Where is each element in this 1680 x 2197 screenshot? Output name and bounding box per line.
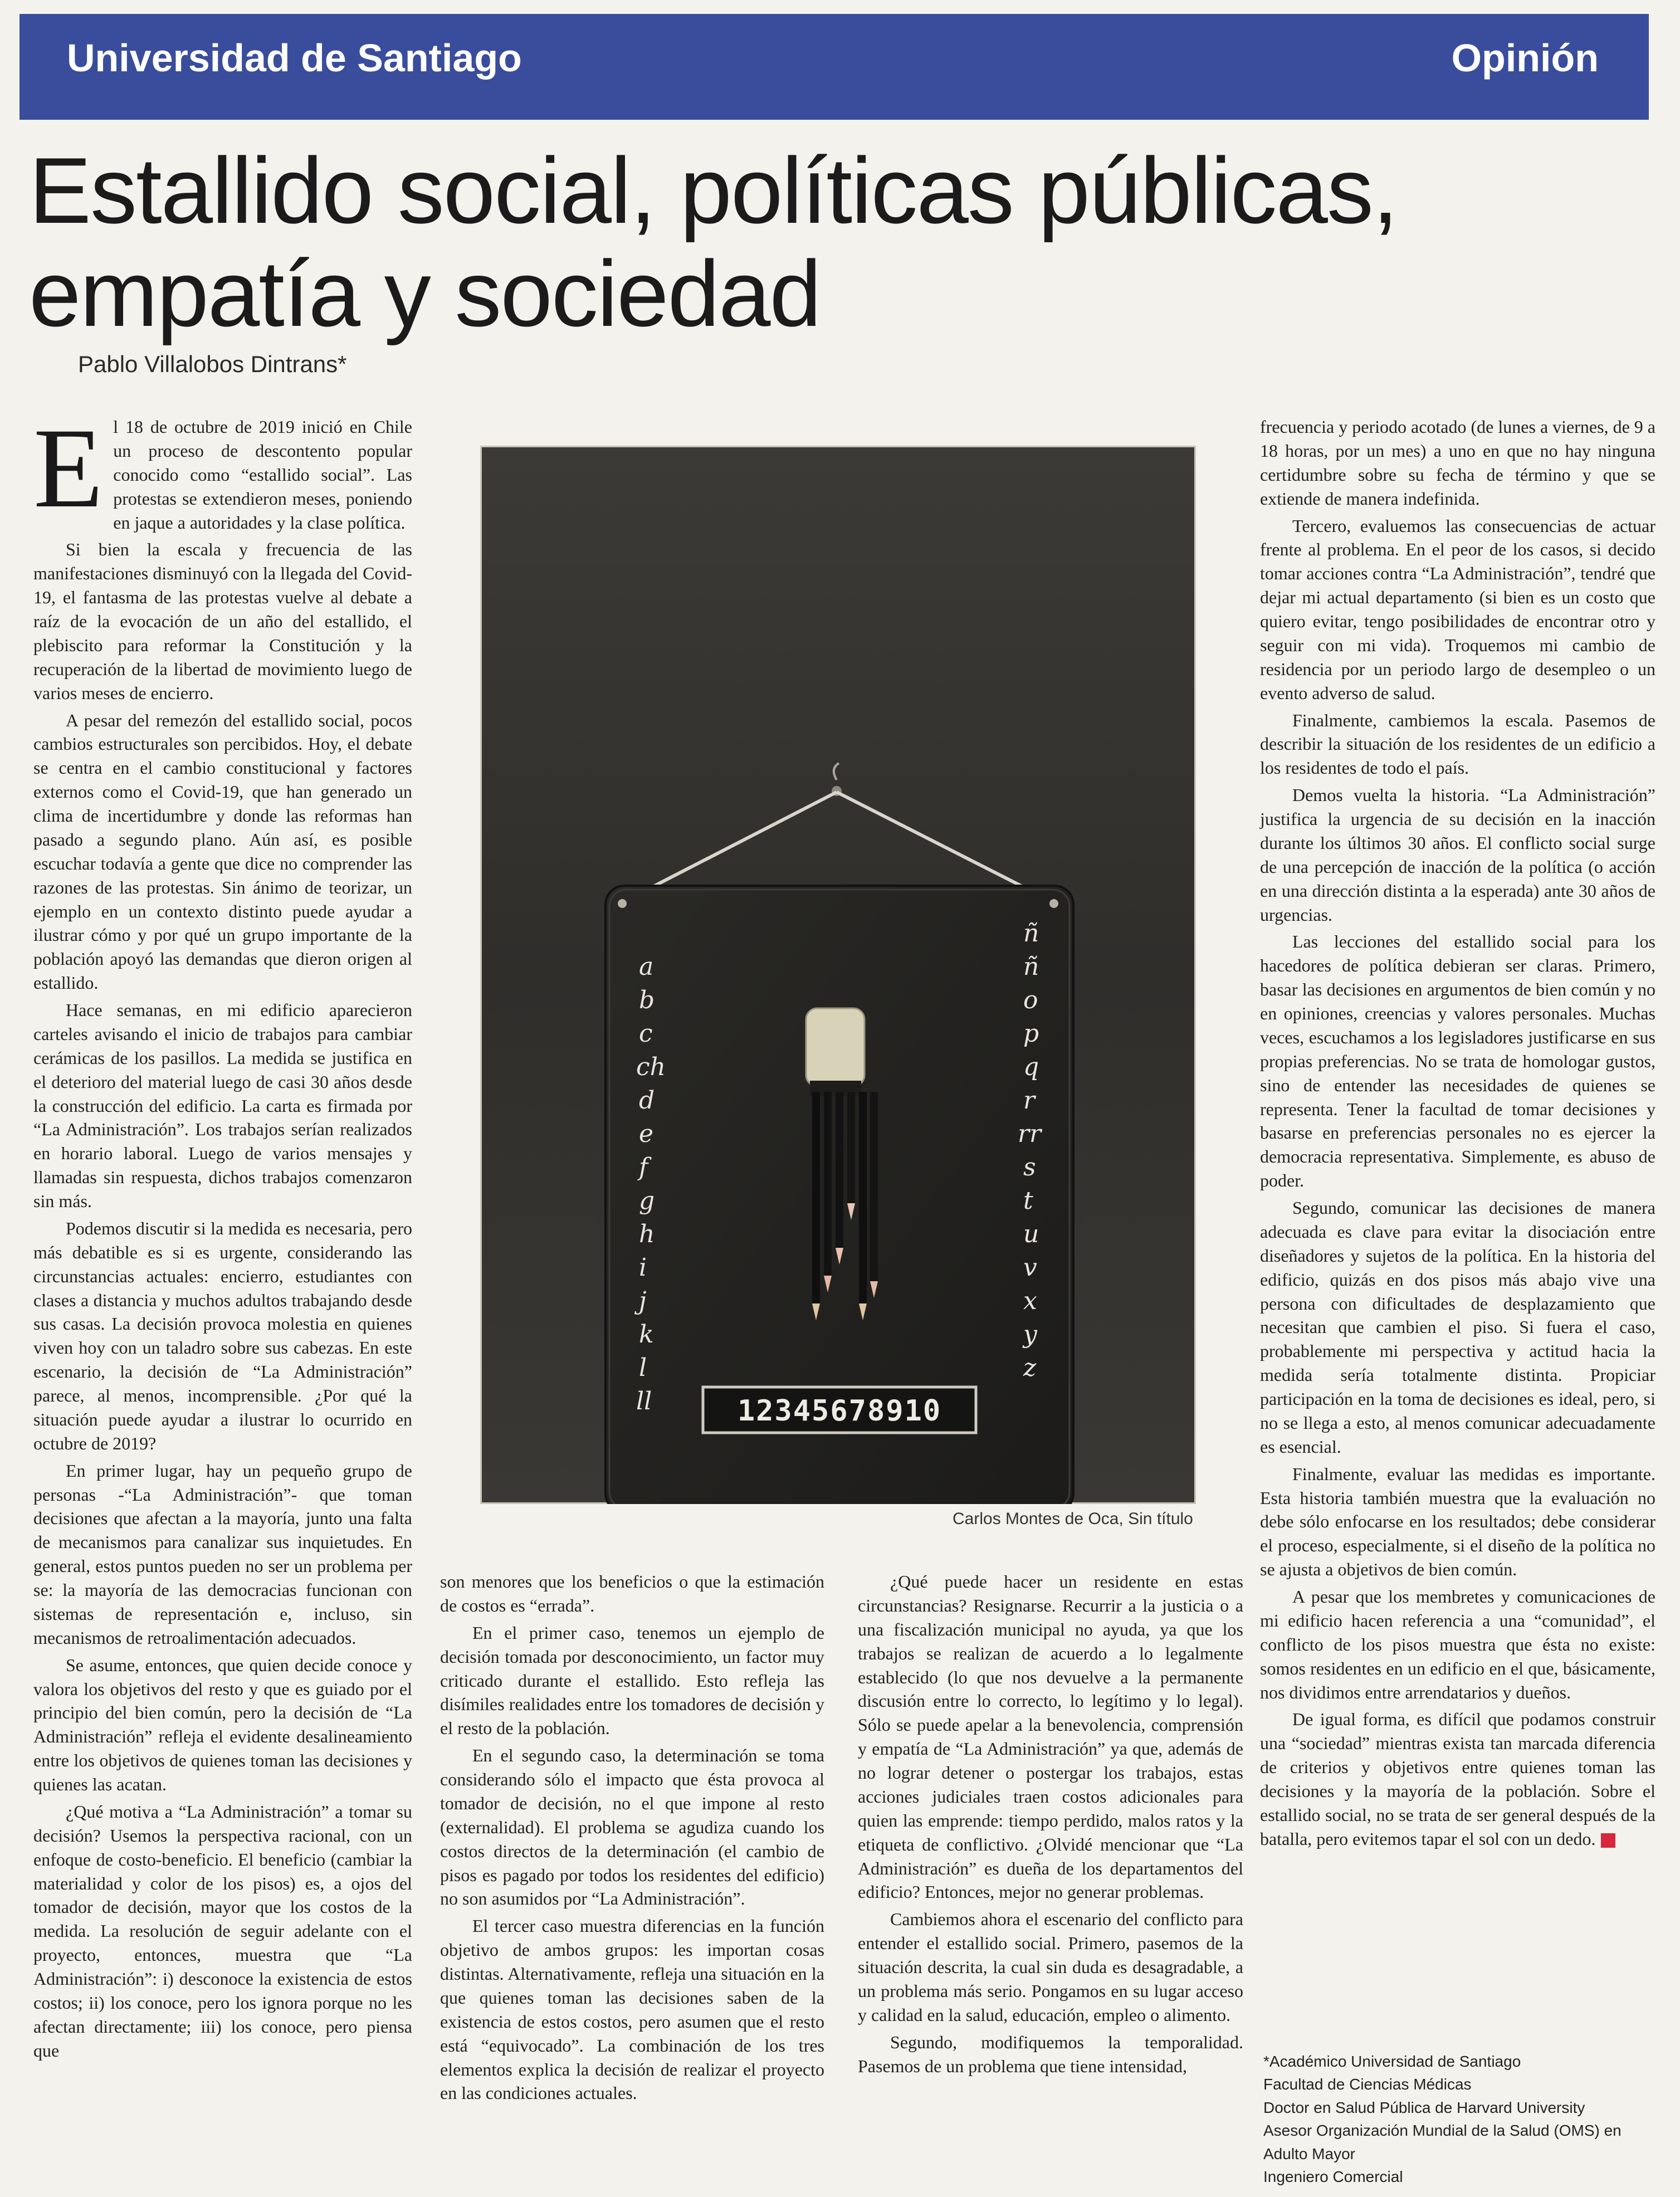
paragraph: A pesar que los membretes y comunicaciones de mi edificio hacen referencia a una “comunidad”, el conflicto de los pisos muestra que ésta no existe: somos residentes en un edificio en el que, básicamente, nos dividimos entre arrendatarios y dueños. [1260,1586,1655,1702]
chalk-letter: d [639,1086,655,1115]
paragraph: Finalmente, evaluar las medidas es importante. Esta historia también muestra que la evaluación no debe sólo enfocarse en los resultados; debe considerar el proceso, especialmente, si el diseño de la política no se ajusta a objetivos de bien común. [1260,1463,1655,1580]
paragraph: A pesar del remezón del estallido social, pocos cambios estructurales son percibidos. Hoy, el debate se centra en el cambio constitucional y factores externos como el Covid-19, que han generado un clima de incertidumbre y donde las reformas han pasado a segundo plano. Aún así, es posible escuchar todavía a gente que dice no comprender las razones de las protestas. Sin ánimo de teorizar, un ejemplo en un contexto distinto puede ayudar a ilustrar cómo y por qué un grupo importante de la población apoyó las demandas que dieron origen al estallido. [33,710,412,993]
paragraph: ¿Qué motiva a “La Administración” a tomar su decisión? Usemos la perspectiva racional, con un enfoque de costo-beneficio. El beneficio (cambiar la materialidad y color de los pisos) es, a ojos del tomador de decisión, mayor que los costos de la medida. La resolución de seguir adelante con el proyecto, entonces, muestra que “La Administración”: i) desconoce la existencia de estos costos; ii) los conoce, pero los ignora porque no les afectan directamente; iii) los conoce, pero piensa que [33,1801,412,2061]
chalkboard-artwork [480,446,1196,1504]
paragraph: Tercero, evaluemos las consecuencias de actuar frente al problema. En el peor de los casos, si decido tomar acciones contra “La Administración”, tendré que dejar mi actual departamento (si bien es un costo que quiero evitar, tengo posibilidades de encontrar otro y seguir con mi vida). Troquemos mi cambio de residencia por un periodo largo de desempleo o un evento adverso de salud. [1260,515,1655,703]
chalk-letter: l [639,1354,647,1382]
chalk-letter: x [1023,1287,1037,1315]
chalk-letter: s [1023,1153,1036,1182]
paragraph: En el segundo caso, la determinación se toma considerando sólo el impacto que ésta provoca al tomador de decisión, no el que impone al resto (externalidad). El problema se agudiza cuando los costos directos de la determinación (el cambio de pisos es pagado por todos los residentes del edificio) no son asumidos por “La Administración”. [440,1745,824,1909]
paragraph: En el primer caso, tenemos un ejemplo de decisión tomada por desconocimiento, un factor muy criticado durante el estallido. Esto refleja las disímiles realidades entre los tomadores de decisión y el resto de la población. [440,1622,824,1739]
footnote-line: Asesor Organización Mundial de la Salud (OMS) en [1263,2122,1622,2140]
end-mark-icon [1601,1833,1615,1848]
paragraph: El tercer caso muestra diferencias en la función objetivo de ambos grupos: les importan cosas distintas. Alternativamente, refleja una situación en la que quienes toman las decisiones saben de la existencia de estos costos, pero asumen que el resto está “equivocado”. La combinación de los tres elementos explica la decisión de realizar el proyecto en las condiciones actuales. [440,1916,824,2103]
paragraph: Las lecciones del estallido social para los hacedores de política debieran ser claras. Primero, basar las decisiones en argumentos de bien común y no en opiniones, creencias y valores personales. Muchas veces, escuchamos a los legisladores justificarse en sus propias preferencias. No se trata de homologar gustos, sino de entender las necesidades de quienes se representa. Tener la facultad de tomar decisiones y basarse en preferencias personales no es ejercer la democracia representativa. Simplemente, es abuso de poder. [1260,931,1655,1191]
footnote-line: *Académico Universidad de Santiago [1263,2053,1521,2070]
paragraph-final [1260,1707,1655,1851]
paragraph: Hace semanas, en mi edificio aparecieron carteles avisando el inicio de trabajos para cambiar cerámicas de los pasillos. La medida se justifica en el deterioro del material luego de casi 30 años desde la construcción del edificio. La carta es firmada por “La Administración”. Los trabajos serían realizados en horario laboral. Luego de varios mensajes y llamadas sin respuesta, dichos trabajos comenzaron sin más. [33,1000,412,1211]
chalk-letter: g [639,1187,655,1215]
footnote-line: Ingeniero Comercial [1263,2168,1403,2186]
article-column-2 [440,1570,824,2108]
chalk-letter: r [1023,1086,1036,1115]
number-strip-text: 12345678910 [737,1394,942,1428]
chalk-letter: ñ [1023,919,1039,948]
paragraph: En primer lugar, hay un pequeño grupo de personas -“La Administración”- que toman decisiones que afectan a la mayoría, junto una falta de mecanismos para canalizar sus inquietudes. En general, estos puntos pueden no ser un problema per se: la mayoría de las democracias funcionan con sistemas de representación e, incluso, sin mecanismos de retroalimentación adecuados. [33,1460,412,1648]
article-byline: Pablo Villalobos Dintrans* [78,351,347,377]
author-footnote [1263,2050,1653,2189]
chalk-letter: y [1023,1320,1037,1349]
chalk-letter: j [639,1287,647,1315]
paragraph: son menores que los beneficios o que la estimación de costos es “errada”. [440,1571,824,1615]
article-column-1 [33,405,412,2066]
paragraph: Cambiemos ahora el escenario del conflicto para entender el estallido social. Primero, pasemos de la situación descrita, la cual sin duda es desagradable, a un problema más serio. Pongamos en su lugar acceso y calidad en la salud, educación, empleo o alimento. [858,1909,1243,2025]
section-name: Universidad de Santiago [67,36,522,80]
chalk-letter: e [639,1120,654,1148]
chalk-letter: b [639,986,655,1014]
chalk-letter: c [639,1019,653,1048]
chalk-letter: k [639,1320,654,1349]
chalk-letter: z [1023,1354,1037,1382]
paragraph: Se asume, entonces, que quien decide conoce y valora los objetivos del resto y que es guiado por el principio del bien común, pero la decisión de “La Administración” refleja el evidente desalineamiento entre los objetivos de quienes toman las decisiones y quienes las acatan. [33,1654,412,1794]
drop-cap: E [33,405,104,531]
chalk-letter: a [639,953,654,981]
figure-caption: Carlos Montes de Oca, Sin título [953,1510,1193,1528]
footnote-line: Facultad de Ciencias Médicas [1263,2076,1472,2093]
paragraph: frecuencia y periodo acotado (de lunes a viernes, de 9 a 18 horas, por un mes) a uno en que no hay ninguna certidumbre sobre su fecha de término y que se extiende de manera indefinida. [1260,417,1655,509]
chalk-letter: f [639,1153,648,1182]
section-category: Opinión [1451,36,1599,80]
footnote-line: Adulto Mayor [1263,2145,1355,2162]
artwork-photo [480,446,1196,1504]
chalk-letter: u [1023,1220,1039,1248]
paragraph: Segundo, modifiquemos la temporalidad. Pasemos de un problema que tiene intensidad, [858,2032,1243,2076]
chalk-letter: i [639,1253,647,1282]
chalk-letter: v [1023,1253,1037,1282]
footnote-line: Doctor en Salud Pública de Harvard University [1263,2098,1585,2116]
chalk-letter: h [639,1220,655,1248]
paragraph-final-text: De igual forma, es difícil que podamos construir una “sociedad” mientras exista tan marcada diferencia de criterios y objetivos entre quienes toman las decisiones y la mayoría de la población. Sobre el estallido social, no se trata de ser general después de la batalla, pero evitemos tapar el sol con un dedo. [1260,1709,1655,1849]
eraser-icon [806,1008,865,1086]
paragraph-lead-text: l 18 de octubre de 2019 inició en Chile un proceso de descontento popular conocido como “estallido social”. Las protestas se extendieron meses, poniendo en jaque a autoridades y la clase política. [113,417,412,533]
chalk-letter: p [1023,1019,1039,1048]
article-column-3 [858,1570,1243,2081]
paragraph: Podemos discutir si la medida es necesaria, pero más debatible es si es urgente, considerando las circunstancias actuales: encierro, estudiantes con clases a distancia y muchos adultos trabajando desde sus casas. La decisión provoca molestia en quienes viven hoy con un taladro sobre sus cabezas. En este escenario, la decisión de “La Administración” parece, al menos, incomprensible. ¿Por qué la situación puede ayudar a ilustrar lo ocurrido en octubre de 2019? [33,1218,412,1453]
paragraph: Segundo, comunicar las decisiones de manera adecuada es clave para evitar la disociación entre diseñadores y sujetos de la política. En la historia del edificio, quizás en dos pisos más abajo vive una persona con dificultades de desplazamiento que necesitan que cambien el piso. Si fuera el caso, probablemente mi perspectiva y actitud hacia la medida sería totalmente distinta. Propiciar participación en la toma de decisiones es ideal, pero, si no se llega a esto, al menos comunicar adecuadamente es esencial. [1260,1198,1655,1457]
section-header-band [19,14,1649,120]
paragraph: Finalmente, cambiemos la escala. Pasemos de describir la situación de los residentes de un edificio a los residentes de todo el país. [1260,710,1655,778]
chalk-letter: o [1023,986,1038,1014]
chalk-letter: t [1023,1187,1033,1215]
paragraph-lead [33,405,412,534]
chalk-letter: ñ [1023,953,1039,981]
paragraph: Si bien la escala y frecuencia de las manifestaciones disminuyó con la llegada del Covid-19, el fantasma de las protestas vuelve al debate a raíz de la evocación de un año del estallido, el plebiscito para reformar la Constitución y la recuperación de la libertad de movimiento luego de varios meses de encierro. [33,539,412,703]
article-column-4 [1260,415,1655,1854]
chalk-letter: ll [636,1387,652,1415]
chalk-letter: rr [1018,1120,1042,1148]
paragraph: ¿Qué puede hacer un residente en estas circunstancias? Resignarse. Recurrir a la justicia o a una fiscalización municipal no ayuda, ya que los trabajos se realizan de acuerdo a lo legalmente establecido (lo que nos devuelve a la permanente discusión entre lo correcto, lo legítimo y lo legal). Sólo se puede apelar a la benevolencia, comprensión y empatía de “La Administración” ya que, además de no lograr detener o postergar los trabajos, estas acciones judiciales traen costos adicionales para quien las emprende: tiempo perdido, malos ratos y la etiqueta de conflictivo. ¿Olvidé mencionar que “La Administración” es dueña de los departamentos del edificio? Entonces, mejor no generar problemas. [858,1571,1243,1902]
paragraph: Demos vuelta la historia. “La Administración” justifica la urgencia de su decisión en la inacción durante los últimos 30 años. El conflicto social surge de una percepción de inacción de la política (o acción en una dirección distinta a la esperada) ante 30 años de urgencias. [1260,785,1655,925]
chalk-letter: q [1023,1053,1039,1081]
article-headline: Estallido social, políticas públicas, empatía y sociedad [29,138,1398,346]
chalk-letter: ch [636,1053,666,1081]
